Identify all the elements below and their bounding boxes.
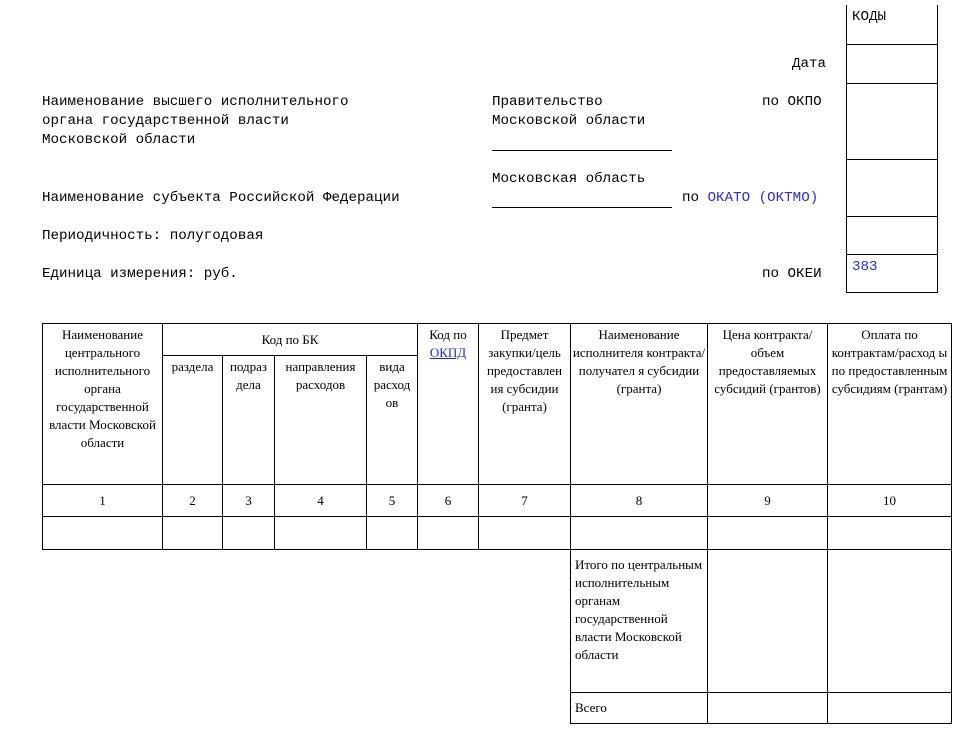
organ-label-2: органа государственной власти xyxy=(42,113,289,129)
code-date[interactable] xyxy=(847,45,937,84)
col-head-oplata: Оплата по контрактам/расход ы по предоставленным субсидиям (грантам) xyxy=(828,324,952,485)
okpd-link[interactable]: ОКПД xyxy=(429,345,467,360)
code-okpo[interactable] xyxy=(847,84,937,160)
okato-link[interactable]: ОКАТО (ОКТМО) xyxy=(707,190,819,206)
empty-area xyxy=(43,550,571,693)
code-okei: 383 xyxy=(847,255,937,293)
code-periodicity[interactable] xyxy=(847,217,937,255)
codes-box xyxy=(846,5,938,293)
okpd-prefix: Код по xyxy=(429,327,467,342)
okei-label: по ОКЕИ xyxy=(762,266,822,282)
col-head-organ: Наименование центрального исполнительного органа государственной власти Московской области xyxy=(43,324,163,485)
col-num-9: 9 xyxy=(708,485,828,517)
okato-prefix: по xyxy=(682,190,708,206)
col-num-10: 10 xyxy=(828,485,952,517)
col-head-vida: вида расход ов xyxy=(367,356,418,485)
subject-label: Наименование субъекта Российской Федерации xyxy=(42,190,400,206)
table-row[interactable] xyxy=(828,517,952,550)
subject-underline xyxy=(492,207,672,208)
col-head-ispolnitel: Наименование исполнителя контракта/получател я субсидии (гранта) xyxy=(571,324,708,485)
col-num-2: 2 xyxy=(163,485,223,517)
col-num-6: 6 xyxy=(418,485,479,517)
table-row[interactable] xyxy=(163,517,223,550)
vsego-label: Всего xyxy=(571,693,708,724)
date-label: Дата xyxy=(792,56,827,72)
table-row[interactable] xyxy=(418,517,479,550)
organ-underline xyxy=(492,150,672,151)
organ-label-3: Московской области xyxy=(42,132,196,148)
itogo-label: Итого по центральным исполнительным органам государственной власти Московской области xyxy=(571,550,708,693)
col-head-okpd xyxy=(418,324,479,485)
col-num-8: 8 xyxy=(571,485,708,517)
empty-area-2 xyxy=(43,693,571,724)
col-head-napravleniya: направления расходов xyxy=(275,356,367,485)
table-row[interactable] xyxy=(223,517,275,550)
organ-value-1: Правительство xyxy=(492,94,603,110)
col-num-3: 3 xyxy=(223,485,275,517)
col-head-kbk: Код по БК xyxy=(163,324,418,356)
table-row[interactable] xyxy=(367,517,418,550)
table-row[interactable] xyxy=(479,517,571,550)
table-row[interactable] xyxy=(43,517,163,550)
report-table xyxy=(42,323,952,724)
organ-value-2: Московской области xyxy=(492,113,646,129)
code-okato[interactable] xyxy=(847,160,937,217)
table-row[interactable] xyxy=(275,517,367,550)
vsego-oplata[interactable] xyxy=(828,693,952,724)
col-num-4: 4 xyxy=(275,485,367,517)
itogo-oplata[interactable] xyxy=(828,550,952,693)
itogo-cena[interactable] xyxy=(708,550,828,693)
table-row[interactable] xyxy=(571,517,708,550)
subject-value: Московская область xyxy=(492,171,646,187)
table-row[interactable] xyxy=(708,517,828,550)
col-head-predmet: Предмет закупки/цель предоставлен ия субсидии (гранта) xyxy=(479,324,571,485)
periodicity: Периодичность: полугодовая xyxy=(42,228,264,244)
col-head-podrazdela: подраз дела xyxy=(223,356,275,485)
col-num-7: 7 xyxy=(479,485,571,517)
col-num-1: 1 xyxy=(43,485,163,517)
col-head-cena: Цена контракта/объем предоставляемых субсидий (грантов) xyxy=(708,324,828,485)
unit: Единица измерения: руб. xyxy=(42,266,238,282)
col-head-razdela: раздела xyxy=(163,356,223,485)
col-num-5: 5 xyxy=(367,485,418,517)
vsego-cena[interactable] xyxy=(708,693,828,724)
organ-label-1: Наименование высшего исполнительного xyxy=(42,94,349,110)
okpo-label: по ОКПО xyxy=(762,94,822,110)
okato-label xyxy=(682,189,818,208)
codes-header: КОДЫ xyxy=(847,5,937,45)
